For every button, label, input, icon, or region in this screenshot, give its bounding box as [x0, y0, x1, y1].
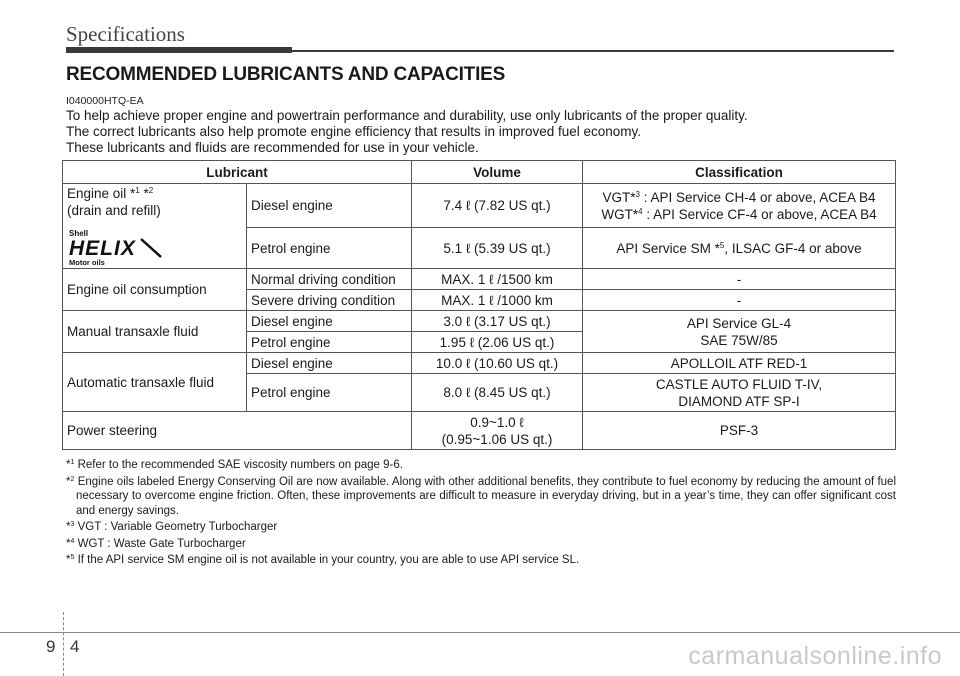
volume-cell: MAX. 1 ℓ /1000 km: [412, 290, 583, 311]
lubricants-table: [62, 160, 896, 450]
footnotes: [66, 458, 896, 570]
volume-cell: 10.0 ℓ (10.60 US qt.): [412, 353, 583, 374]
header-bar: [66, 47, 292, 53]
lubricant-manual-transaxle: Manual transaxle fluid: [63, 311, 247, 353]
intro-line: To help achieve proper engine and powertrain performance and durability, use only lubricants of the proper quality.: [66, 108, 748, 123]
svg-text:Shell: Shell: [69, 229, 89, 238]
volume-cell: MAX. 1 ℓ /1500 km: [412, 269, 583, 290]
lubricant-power-steering: Power steering: [63, 412, 412, 450]
sub-diesel-engine: Diesel engine: [247, 184, 412, 228]
classification-cell: CASTLE AUTO FLUID T-IV, DIAMOND ATF SP-I: [583, 374, 896, 412]
footnote: *$^1$ Refer to the recommended SAE viscosity numbers on page 9-6.: [66, 459, 403, 471]
intro-line: The correct lubricants also help promote engine efficiency that results in improved fuel economy.: [66, 124, 642, 139]
document-code: I040000HTQ-EA: [66, 95, 144, 107]
lubricant-engine-oil: [63, 184, 247, 269]
sub-petrol-engine: Petrol engine: [247, 228, 412, 269]
svg-text:Motor oils: Motor oils: [69, 258, 105, 267]
header-classification: Classification: [583, 161, 896, 184]
volume-cell: 8.0 ℓ (8.45 US qt.): [412, 374, 583, 412]
classification-cell: -: [583, 290, 896, 311]
table-row: [63, 311, 896, 332]
header-lubricant: Lubricant: [63, 161, 412, 184]
footer-rule: [0, 632, 960, 633]
svg-text:HELIX: HELIX: [69, 237, 136, 260]
volume-cell: 1.95 ℓ (2.06 US qt.): [412, 332, 583, 353]
intro-paragraph: [66, 108, 896, 156]
engine-oil-sublabel: (drain and refill): [67, 203, 161, 218]
header-volume: Volume: [412, 161, 583, 184]
classification-cell: API Service GL-4 SAE 75W/85: [583, 311, 896, 353]
watermark: carmanualsonline.info: [688, 642, 942, 670]
header-rule: [292, 50, 894, 52]
footnote: *$^2$ Engine oils labeled Energy Conserving Oil are now available. Along with other additional benefits, they contribute to fuel economy by reducing the amount of fuel necessary to overcome engine friction. Often, these improvements are difficult to measure in everyday driving, but in a year’s time, they can offer significant cost and energy savings.: [66, 475, 896, 517]
section-header: Specifications: [66, 22, 185, 46]
classification-cell: PSF-3: [583, 412, 896, 450]
sub-diesel-engine: Diesel engine: [247, 311, 412, 332]
sub-petrol-engine: Petrol engine: [247, 332, 412, 353]
sub-diesel-engine: Diesel engine: [247, 353, 412, 374]
volume-cell: 0.9~1.0 ℓ (0.95~1.06 US qt.): [412, 412, 583, 450]
classification-cell: VGT*$^3$ : API Service CH-4 or above, ACEA B4 WGT*$^4$ : API Service CF-4 or above, ACEA B4: [583, 184, 896, 228]
volume-cell: 7.4 ℓ (7.82 US qt.): [412, 184, 583, 228]
table-row: [63, 269, 896, 290]
page-number: 4: [70, 637, 80, 656]
shell-helix-logo: [67, 227, 165, 267]
page-title: RECOMMENDED LUBRICANTS AND CAPACITIES: [66, 64, 506, 85]
classification-cell: APOLLOIL ATF RED-1: [583, 353, 896, 374]
engine-oil-label: Engine oil *$^1$ *$^2$: [67, 186, 154, 201]
table-header-row: [63, 161, 896, 184]
volume-cell: 3.0 ℓ (3.17 US qt.): [412, 311, 583, 332]
footnote: *$^4$ WGT : Waste Gate Turbocharger: [66, 537, 246, 550]
table-row: [63, 353, 896, 374]
footnote: *$^5$ If the API service SM engine oil is not available in your country, you are able to use API service SL.: [66, 554, 580, 566]
classification-cell: -: [583, 269, 896, 290]
chapter-number: 9: [46, 637, 56, 656]
lubricant-automatic-transaxle: Automatic transaxle fluid: [63, 353, 247, 412]
intro-line: These lubricants and fluids are recommended for use in your vehicle.: [66, 140, 479, 155]
sub-normal-driving: Normal driving condition: [247, 269, 412, 290]
classification-cell: API Service SM *$^5$, ILSAC GF-4 or above: [583, 228, 896, 269]
sub-petrol-engine: Petrol engine: [247, 374, 412, 412]
sub-severe-driving: Severe driving condition: [247, 290, 412, 311]
table-row: [63, 184, 896, 228]
footer-divider: [63, 612, 64, 676]
volume-cell: 5.1 ℓ (5.39 US qt.): [412, 228, 583, 269]
table-row: [63, 412, 896, 450]
lubricant-oil-consumption: Engine oil consumption: [63, 269, 247, 311]
footnote: *$^3$ VGT : Variable Geometry Turbocharger: [66, 521, 278, 533]
